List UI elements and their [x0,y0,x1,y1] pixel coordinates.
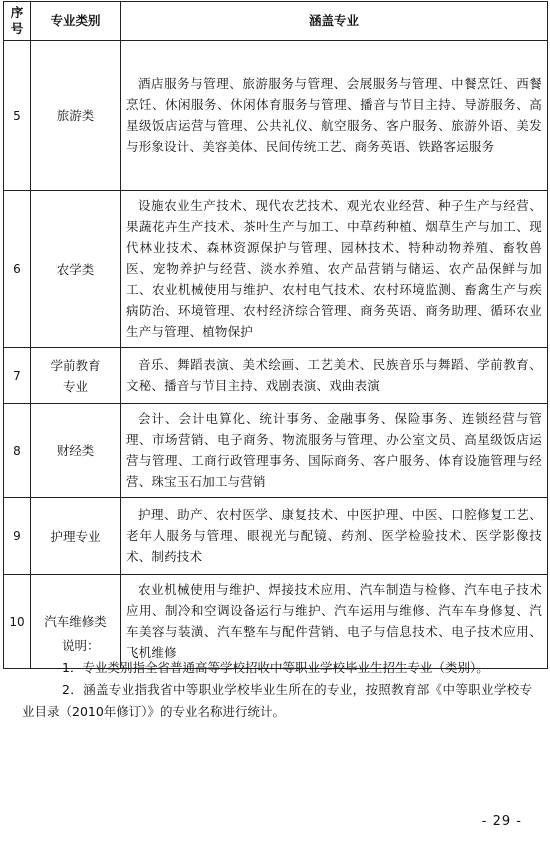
notes-title: 说明： [62,638,100,653]
row-index: 5 [4,41,31,191]
row-category-line2: 专业 [62,378,88,394]
row-category: 护理专业 [31,498,121,575]
header-coverage: 涵盖专业 [121,2,548,41]
row-coverage-text: 音乐、舞蹈表演、美术绘画、工艺美术、民族音乐与舞蹈、学前教育、文秘、播音与节目主持、戏剧表演、戏曲表演 [126,357,542,393]
header-index-line1: 序 [10,5,24,20]
row-category: 汽车维修类 [31,575,121,669]
row-coverage-text: 农业机械使用与维护、焊接技术应用、汽车制造与检修、汽车电子技术应用、制冷和空调设备运行与维护、汽车运用与维修、汽车车身修复、汽车美容与装潢、汽车整车与配件营销、电子与信息技术、电子技术应用、飞机维修 [126,582,542,660]
notes-section [22,635,532,723]
notes-item-1: 1．专业类别指全省普通高等学校招收中等职业学校毕业生招生专业（类别）。 [62,660,489,675]
page-number: - 29 - [481,814,522,829]
row-category: 农学类 [31,191,121,348]
row-category [31,348,121,404]
row-coverage [121,191,548,348]
row-index: 7 [4,348,31,404]
row-coverage [121,348,548,404]
table-header-row [4,2,548,41]
row-coverage [121,498,548,575]
table-row [4,348,548,404]
major-coverage-table [3,1,548,669]
row-index: 8 [4,404,31,498]
row-coverage-text: 酒店服务与管理、旅游服务与管理、会展服务与管理、中餐烹饪、西餐烹饪、休闲服务、休闲体育服务与管理、播音与节目主持、导游服务、高星级饭店运营与管理、公共礼仪、航空服务、客户服务、旅游外语、美发与形象设计、美容美体、民间传统工艺、商务英语、铁路客运服务 [126,76,542,154]
table-row [4,498,548,575]
header-index [4,2,31,41]
row-index: 9 [4,498,31,575]
row-coverage-text: 护理、助产、农村医学、康复技术、中医护理、中医、口腔修复工艺、老年人服务与管理、眼视光与配镜、药剂、医学检验技术、医学影像技术、制药技术 [126,507,542,564]
table-row [4,404,548,498]
row-index: 6 [4,191,31,348]
row-category: 旅游类 [31,41,121,191]
table-row [4,41,548,191]
row-coverage-text: 会计、会计电算化、统计事务、金融事务、保险事务、连锁经营与管理、市场营销、电子商务、物流服务与管理、办公室文员、高星级饭店运营与管理、工商行政管理事务、国际商务、客户服务、体育设施管理与经营、珠宝玉石加工与营销 [126,411,542,489]
row-category-line1: 学前教育 [50,357,101,373]
row-coverage [121,404,548,498]
row-index: 10 [4,575,31,669]
notes-item-2: 2．涵盖专业指我省中等职业学校毕业生所在的专业，按照教育部《中等职业学校专业目录（2010年修订）》的专业名称进行统计。 [22,682,532,719]
row-category: 财经类 [31,404,121,498]
header-category: 专业类别 [31,2,121,41]
header-index-line2: 号 [10,21,24,36]
row-coverage-text: 设施农业生产技术、现代农艺技术、观光农业经营、种子生产与经营、果蔬花卉生产技术、茶叶生产与加工、中草药种植、烟草生产与加工、现代林业技术、森林资源保护与管理、园林技术、特种动物养殖、畜牧兽医、宠物养护与经营、淡水养殖、农产品营销与储运、农产品保鲜与加工、农业机械使用与维护、农村电气技术、农村环境监测、畜禽生产与疾病防治、环境管理、农村经济综合管理、商务英语、商务助理、循环农业生产与管理、植物保护 [126,198,542,339]
row-coverage [121,41,548,191]
table-row [4,191,548,348]
